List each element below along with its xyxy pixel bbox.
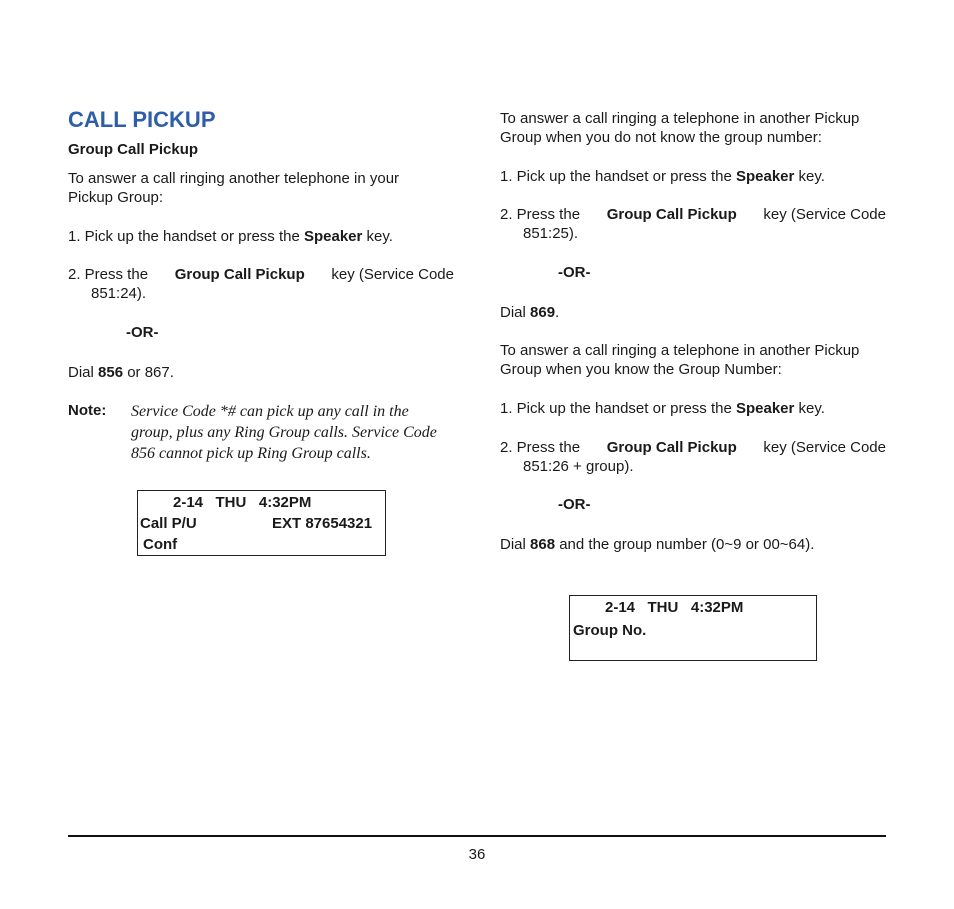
dial-code: 868 xyxy=(530,536,556,553)
or-divider: -OR- xyxy=(126,324,159,341)
section-subheading: Group Call Pickup xyxy=(68,141,199,158)
lcd-line-2-right: EXT 87654321 xyxy=(272,515,373,532)
lcd-line-1: 2-14 THU 4:32PM xyxy=(173,494,312,511)
step-1 xyxy=(500,399,890,418)
intro-paragraph-known-group: To answer a call ringing a telephone in another Pickup Group when you know the Group Number: xyxy=(500,342,860,378)
step-1 xyxy=(68,227,458,246)
key-name: Speaker xyxy=(735,168,795,185)
step-continuation: 851:24). xyxy=(91,285,147,302)
dial-text: Dial xyxy=(500,304,531,321)
step-text: key (Service Code xyxy=(331,266,454,283)
key-name: Group Call Pickup xyxy=(606,439,737,456)
note-text: Service Code *# can pick up any call in the group, plus any Ring Group calls. Service Code 856 cannot pick up Ring Group calls. xyxy=(131,403,437,462)
footer-rule xyxy=(68,835,886,837)
dial-instruction xyxy=(68,363,174,382)
page-title: CALL PICKUP xyxy=(68,107,216,132)
lcd-line-2-left: Call P/U xyxy=(140,515,197,532)
step-1 xyxy=(500,167,890,186)
step-number: 2. Press the xyxy=(500,439,581,456)
dial-text: and the group number (0~9 or 00~64). xyxy=(555,536,815,553)
dial-text: or 867. xyxy=(123,364,174,381)
step-2 xyxy=(68,265,454,303)
key-name: Group Call Pickup xyxy=(174,266,305,283)
page-number: 36 xyxy=(468,846,486,863)
dial-instruction xyxy=(500,535,814,554)
lcd-line-1: 2-14 THU 4:32PM xyxy=(605,599,744,616)
dial-text: Dial xyxy=(500,536,531,553)
key-name: Speaker xyxy=(735,400,795,417)
dial-code: 856 xyxy=(98,364,124,381)
step-text: key. xyxy=(794,168,825,185)
or-divider: -OR- xyxy=(558,264,591,281)
intro-paragraph-unknown-group: To answer a call ringing a telephone in another Pickup Group when you do not know the group number: xyxy=(500,110,860,146)
key-name: Speaker xyxy=(303,228,363,245)
lcd-display xyxy=(137,490,386,556)
step-number: 2. Press the xyxy=(68,266,149,283)
step-text: 1. Pick up the handset or press the xyxy=(500,400,736,417)
lcd-display xyxy=(569,595,817,661)
dial-text: . xyxy=(555,304,560,321)
intro-paragraph: To answer a call ringing another telephone in your Pickup Group: xyxy=(68,170,400,206)
step-text: key (Service Code xyxy=(763,439,886,456)
step-text: 1. Pick up the handset or press the xyxy=(68,228,304,245)
or-divider: -OR- xyxy=(558,496,591,513)
step-2 xyxy=(500,438,886,476)
dial-code: 869 xyxy=(530,304,556,321)
step-continuation: 851:26 + group). xyxy=(523,458,634,475)
lcd-line-2: Group No. xyxy=(573,622,647,639)
step-continuation: 851:25). xyxy=(523,225,579,242)
step-2 xyxy=(500,205,886,243)
dial-instruction xyxy=(500,303,559,322)
step-text: key (Service Code xyxy=(763,206,886,223)
dial-text: Dial xyxy=(68,364,99,381)
note-label: Note: xyxy=(68,402,107,419)
step-text: key. xyxy=(794,400,825,417)
step-number: 2. Press the xyxy=(500,206,581,223)
step-text: 1. Pick up the handset or press the xyxy=(500,168,736,185)
step-text: key. xyxy=(362,228,393,245)
lcd-line-3: Conf xyxy=(143,536,178,553)
key-name: Group Call Pickup xyxy=(606,206,737,223)
